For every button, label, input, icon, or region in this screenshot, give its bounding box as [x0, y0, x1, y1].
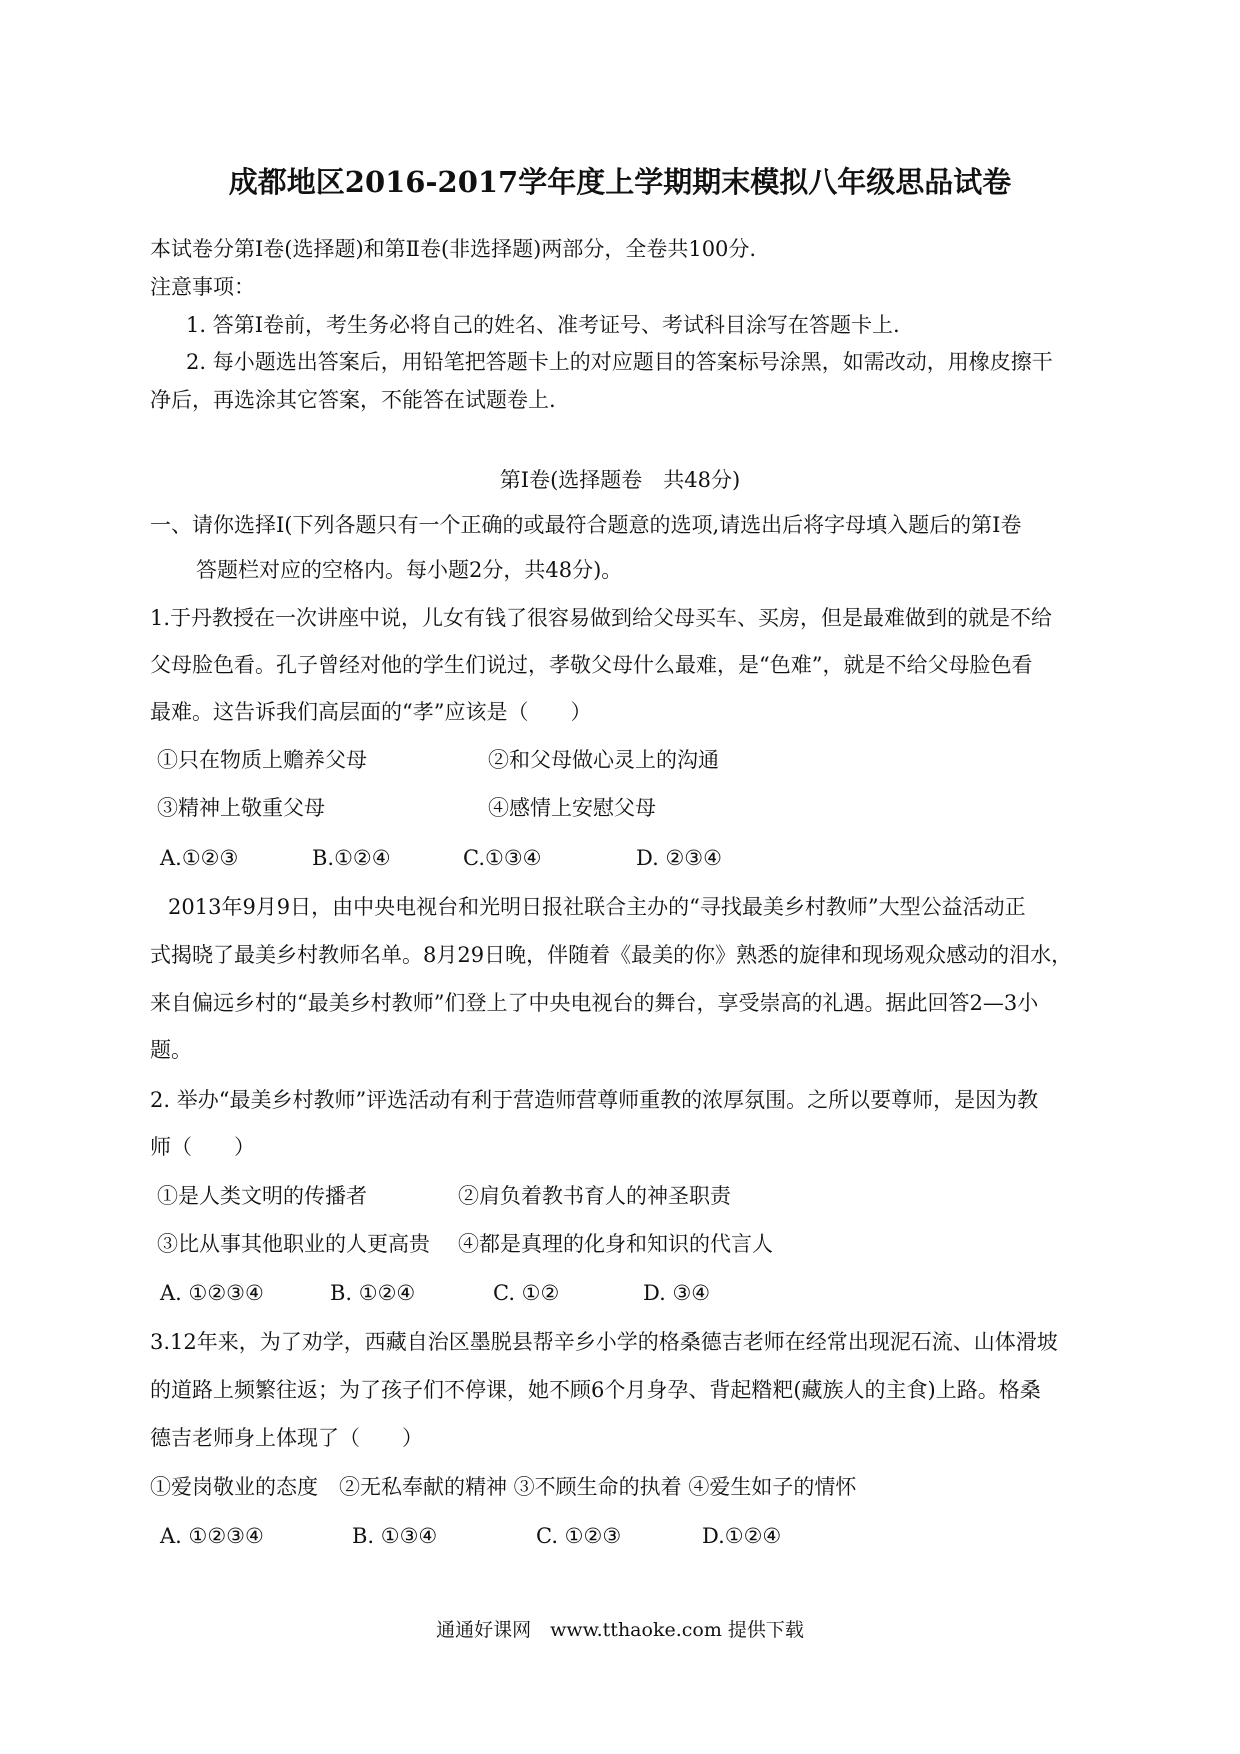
q3-choice-d: D.①②④ — [702, 1524, 782, 1548]
q3-choice-c: C. ①②③ — [536, 1524, 622, 1548]
q2-item: ①是人类文明的传播者 — [157, 1184, 367, 1208]
q3-choice-b: B. ①③④ — [352, 1524, 438, 1548]
q1-choice-b: B.①②④ — [312, 846, 391, 870]
q1-item: ④感情上安慰父母 — [488, 796, 656, 820]
q3-items: ①爱岗敬业的态度 ②无私奉献的精神 ③不顾生命的执着 ④爱生如子的情怀 — [150, 1475, 857, 1499]
q2-choice-d: D. ③④ — [643, 1281, 711, 1305]
q2-choice-a: A. ①②③④ — [160, 1281, 264, 1305]
material-line: 2013年9月9日，由中央电视台和光明日报社联合主办的“寻找最美乡村教师”大型公益活动正 — [168, 895, 1026, 919]
note-2b: 净后，再选涂其它答案，不能答在试题卷上. — [150, 388, 556, 412]
q1-item: ①只在物质上赡养父母 — [157, 748, 367, 772]
q2-stem-line: 2. 举办“最美乡村教师”评选活动有利于营造师营尊师重教的浓厚氛围。之所以要尊师，是因为教 — [150, 1088, 1039, 1112]
q1-choice-d: D. ②③④ — [636, 846, 722, 870]
q1-item: ③精神上敬重父母 — [157, 796, 325, 820]
q1-stem-line: 1.于丹教授在一次讲座中说，儿女有钱了很容易做到给父母买车、买房，但是最难做到的就是不给 — [150, 606, 1053, 630]
note-2a: 2. 每小题选出答案后，用铅笔把答题卡上的对应题目的答案标号涂黑，如需改动，用橡皮擦干 — [186, 350, 1053, 374]
material-line: 题。 — [150, 1038, 192, 1062]
note-1: 1. 答第Ⅰ卷前，考生务必将自己的姓名、准考证号、考试科目涂写在答题卡上. — [186, 313, 900, 337]
footer-source: 通通好课网 www.tthaoke.com 提供下载 — [436, 1619, 804, 1641]
q2-stem-line: 师（ ） — [150, 1135, 255, 1159]
q1-item: ②和父母做心灵上的沟通 — [488, 748, 719, 772]
q2-choice-b: B. ①②④ — [330, 1281, 416, 1305]
q2-item: ②肩负着教书育人的神圣职责 — [458, 1184, 731, 1208]
q1-stem-line: 最难。这告诉我们高层面的“孝”应该是（ ） — [150, 700, 592, 724]
part1-instruction-1: 一、请你选择Ⅰ(下列各题只有一个正确的或最符合题意的选项,请选出后将字母填入题后的第Ⅰ卷 — [150, 513, 1022, 537]
q1-choice-a: A.①②③ — [160, 846, 239, 870]
intro-line: 本试卷分第Ⅰ卷(选择题)和第Ⅱ卷(非选择题)两部分，全卷共100分. — [150, 237, 757, 261]
section-title: 第Ⅰ卷(选择题卷 共48分) — [499, 468, 741, 492]
q2-item: ④都是真理的化身和知识的代言人 — [458, 1232, 773, 1256]
q2-choice-c: C. ①② — [493, 1281, 560, 1305]
exam-title: 成都地区2016-2017学年度上学期期末模拟八年级思品试卷 — [228, 165, 1012, 199]
q3-choice-a: A. ①②③④ — [160, 1524, 264, 1548]
notes-label: 注意事项： — [150, 275, 255, 299]
q3-stem-line: 3.12年来，为了劝学，西藏自治区墨脱县帮辛乡小学的格桑德吉老师在经常出现泥石流、山体滑坡 — [150, 1330, 1058, 1354]
q1-stem-line: 父母脸色看。孔子曾经对他的学生们说过，孝敬父母什么最难，是“色难”，就是不给父母脸色看 — [150, 653, 1033, 677]
q3-stem-line: 德吉老师身上体现了（ ） — [150, 1426, 423, 1450]
material-line: 来自偏远乡村的“最美乡村教师”们登上了中央电视台的舞台，享受崇高的礼遇。据此回答2—3小 — [150, 991, 1039, 1015]
material-line: 式揭晓了最美乡村教师名单。8月29日晚，伴随着《最美的你》熟悉的旋律和现场观众感动的泪水， — [150, 943, 1073, 967]
q3-stem-line: 的道路上频繁往返；为了孩子们不停课，她不顾6个月身孕、背起糌粑(藏族人的主食)上路。格桑 — [150, 1378, 1041, 1402]
part1-instruction-2: 答题栏对应的空格内。每小题2分，共48分)。 — [196, 558, 623, 582]
q2-item: ③比从事其他职业的人更高贵 — [157, 1232, 430, 1256]
q1-choice-c: C.①③④ — [463, 846, 542, 870]
